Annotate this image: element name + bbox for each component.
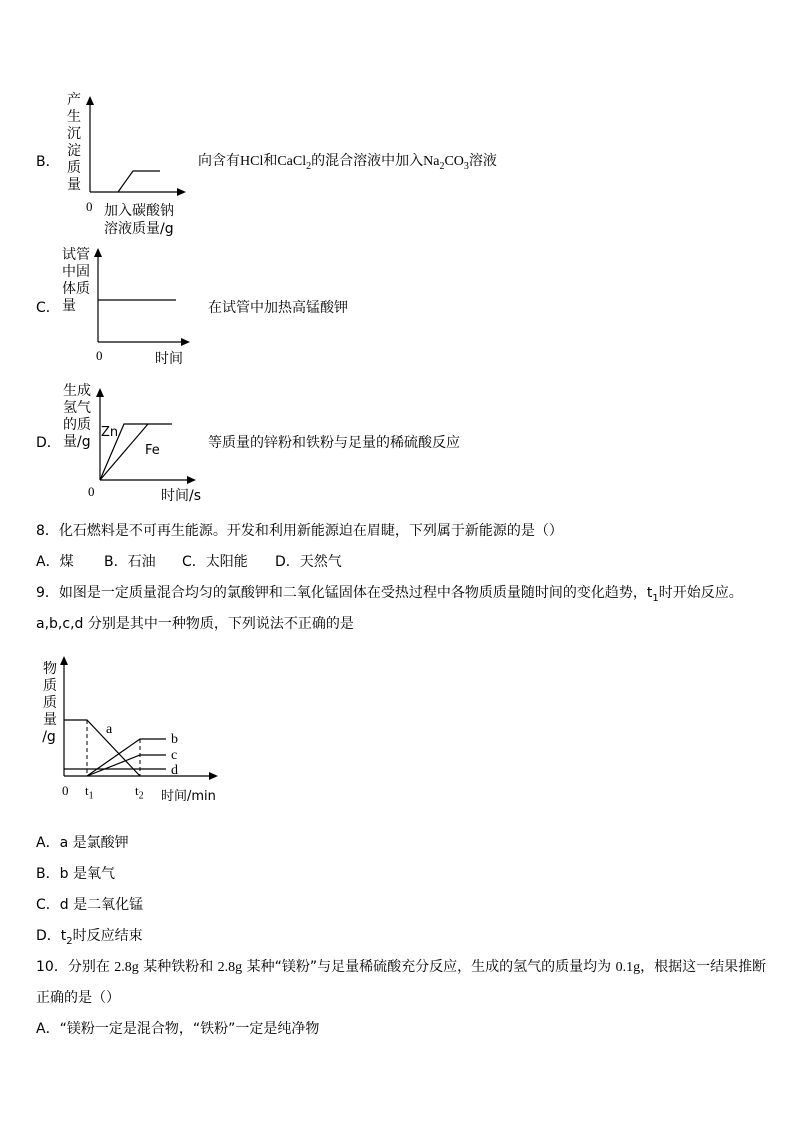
label-b: b [171,732,178,747]
y-axis-arrow [60,656,68,665]
q9-xlabel: 时间/min [161,789,216,804]
option-c-letter: C． [36,300,60,316]
q10-stem-line2: 正确的是（） [36,990,120,1006]
curve-a [64,720,140,776]
option-b-ylabel: 产 生 沉 淀 质 量 [67,92,81,193]
option-b-origin: 0 [86,199,93,214]
q8-option-a: A．煤 [36,554,74,570]
q8-option-b: B．石油 [104,554,156,570]
option-c-origin: 0 [96,348,103,363]
curve-b [87,739,166,776]
option-c-description: 在试管中加热高锰酸钾 [208,300,348,316]
x-axis-arrow [209,772,218,780]
q10-stem-line1: 10．分别在 2.8g 某种铁粉和 2.8g 某种“镁粉”与足量稀硫酸充分反应，生成的氢气的质量均为 0.1g，根据这一结果推断 [36,959,767,975]
q8-option-d: D．天然气 [275,554,342,570]
label-c: c [171,748,178,763]
label-a: a [106,722,113,737]
curve-c [87,755,166,776]
q9-option-a: A．a 是氯酸钾 [36,835,129,851]
zn-label: Zn [101,425,119,440]
q9-t2-label: $t_2$ [135,783,144,802]
q9-ylabel: 物 质 质 量 /g [42,661,57,745]
option-b-description: 向含有HCl和CaCl$_2$的混合溶液中加入$Na_2CO_3$溶液 [198,153,497,172]
q10-option-a: A．“镁粉一定是混合物，“铁粉”一定是纯净物 [36,1021,320,1037]
option-b-xlabel-2: 溶液质量/g [104,221,174,237]
option-d-letter: D． [36,435,61,451]
q8-option-c: C．太阳能 [182,554,248,570]
option-d-origin: 0 [88,484,95,499]
q9-option-d: D．$t_2$时反应结束 [36,928,143,947]
option-d-ylabel: 生成 氢气 的质 量/g [63,383,91,450]
option-b-xlabel-1: 加入碳酸钠 [104,203,174,219]
q9-option-b: B．b 是氧气 [36,866,115,882]
option-d-xlabel: 时间/s [161,488,202,504]
q8-stem: 8．化石燃料是不可再生能源。开发和利用新能源迫在眉睫，下列属于新能源的是（） [36,523,563,539]
option-d-description: 等质量的锌粉和铁粉与足量的稀硫酸反应 [208,435,460,451]
q9-origin: 0 [62,783,69,798]
label-d: d [171,763,178,778]
fe-label: Fe [145,443,160,458]
q9-stem-line2: a,b,c,d 分别是其中一种物质，下列说法不正确的是 [36,616,354,632]
option-b-letter: B． [36,154,60,170]
q9-stem-line1: 9．如图是一定质量混合均匀的氯酸钾和二氧化锰固体在受热过程中各物质质量随时间的变化趋势，$t_1$时开始反应。 [36,585,743,604]
option-c-ylabel: 试管 中固 体质 量 [62,247,90,314]
q9-t1-label: $t_1$ [85,783,94,802]
q9-option-c: C．d 是二氧化锰 [36,897,144,913]
option-c-xlabel: 时间 [155,351,183,367]
